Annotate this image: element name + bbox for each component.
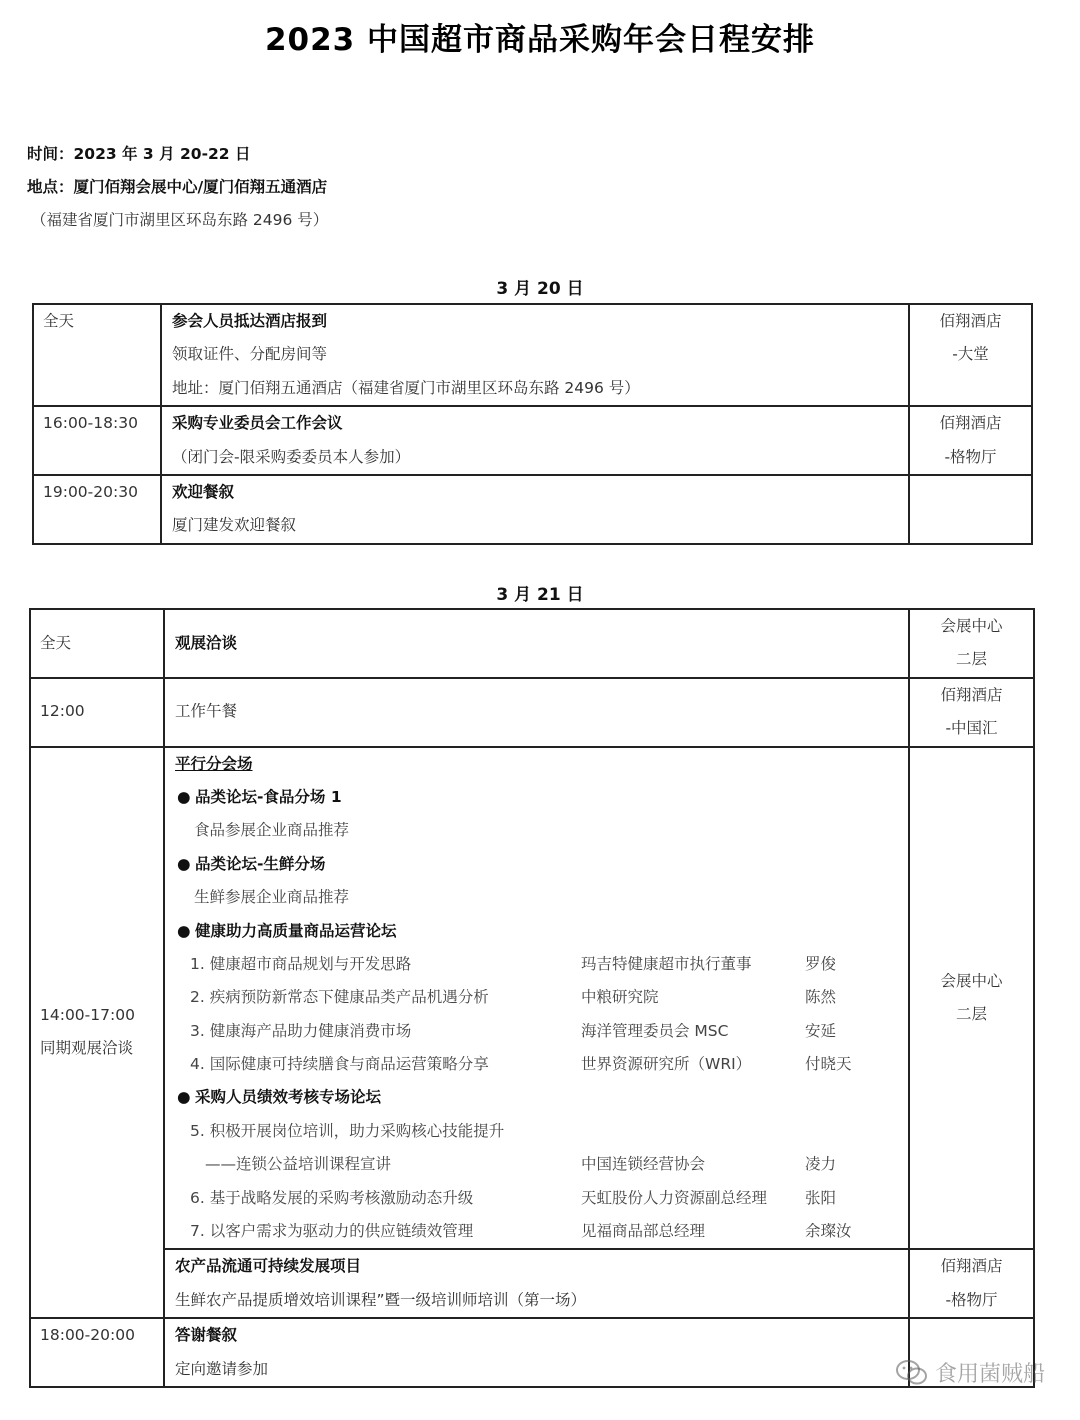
row-title: 参会人员抵达酒店报到 xyxy=(172,312,328,330)
row-time: 16:00-18:30 xyxy=(43,414,138,433)
forum-title: ● 健康助力高质量商品运营论坛 xyxy=(177,921,397,940)
row-place: -大堂 xyxy=(952,345,989,364)
table-row xyxy=(30,609,1034,678)
row-time-note: 同期观展洽谈 xyxy=(40,1039,134,1058)
row-time: 全天 xyxy=(43,312,75,330)
row-detail: 领取证件、分配房间等 xyxy=(172,345,328,364)
forum-title: ● 品类论坛-生鲜分场 xyxy=(177,854,326,873)
forum-desc: 生鲜参展企业商品推荐 xyxy=(194,888,350,907)
row-place: 会展中心 xyxy=(940,971,1003,990)
row-detail: 生鲜农产品提质增效培训课程”暨一级培训师培训（第一场） xyxy=(175,1290,587,1309)
table-row xyxy=(33,406,1032,475)
forum-title: ● 采购人员绩效考核专场论坛 xyxy=(177,1088,382,1107)
row-place: 佰翔酒店 xyxy=(940,1257,1003,1276)
row-place: 佰翔酒店 xyxy=(940,685,1003,704)
row-time: 全天 xyxy=(40,633,72,652)
table-row xyxy=(33,475,1032,544)
talk-item: 3. 健康海产品助力健康消费市场 海洋管理委员会 MSC 安延 xyxy=(190,1021,837,1040)
row-detail: 定向邀请参加 xyxy=(175,1359,269,1378)
parallel-sessions-heading: 平行分会场 xyxy=(175,754,253,773)
event-address: （福建省厦门市湖里区环岛东路 2496 号） xyxy=(31,211,329,229)
table-row xyxy=(33,304,1032,406)
day1-heading: 3 月 20 日 xyxy=(496,279,584,299)
event-time: 时间：2023 年 3 月 20-22 日 xyxy=(27,145,251,163)
row-time: 12:00 xyxy=(40,702,85,721)
talk-item: 2. 疾病预防新常态下健康品类产品机遇分析 中粮研究院 陈然 xyxy=(190,988,837,1007)
talk-item: 7. 以客户需求为驱动力的供应链绩效管理 见福商品部总经理 余璨汝 xyxy=(190,1222,852,1241)
table-row xyxy=(30,747,1034,1250)
row-place: 二层 xyxy=(955,1004,987,1023)
event-venue: 地点：厦门佰翔会展中心/厦门佰翔五通酒店 xyxy=(27,178,328,196)
row-place: -格物厅 xyxy=(945,1290,998,1309)
day2-table xyxy=(29,608,1035,1388)
row-place: 佰翔酒店 xyxy=(939,414,1002,433)
row-time: 18:00-20:00 xyxy=(40,1326,135,1345)
page-title: 2023 中国超市商品采购年会日程安排 xyxy=(264,22,816,58)
row-detail: （闭门会-限采购委委员本人参加） xyxy=(172,447,411,466)
day2-heading: 3 月 21 日 xyxy=(496,585,584,605)
row-place: -中国汇 xyxy=(945,719,998,738)
row-title: 农产品流通可持续发展项目 xyxy=(175,1257,362,1276)
row-place: 佰翔酒店 xyxy=(939,312,1002,330)
row-place: -格物厅 xyxy=(944,447,997,466)
talk-item: ——连锁公益培训课程宣讲 中国连锁经营协会 凌力 xyxy=(205,1155,837,1174)
talk-item: 6. 基于战略发展的采购考核激励动态升级 天虹股份人力资源副总经理 张阳 xyxy=(190,1188,837,1207)
table-row xyxy=(30,678,1034,747)
talk-item: 1. 健康超市商品规划与开发思路 玛吉特健康超市执行董事 罗俊 xyxy=(190,954,837,973)
watermark-text: 食用菌贼船 xyxy=(934,1362,1045,1387)
row-title: 答谢餐叙 xyxy=(175,1326,238,1345)
day1-table xyxy=(32,303,1033,545)
row-time: 19:00-20:30 xyxy=(43,482,138,501)
table-row xyxy=(30,1249,1034,1318)
row-title: 欢迎餐叙 xyxy=(172,482,235,501)
watermark xyxy=(895,1357,1045,1388)
row-place: 会展中心 xyxy=(940,617,1003,635)
row-time: 14:00-17:00 xyxy=(40,1005,135,1024)
table-row xyxy=(30,1318,1034,1387)
forum-desc: 食品参展企业商品推荐 xyxy=(194,821,350,840)
row-detail: 厦门建发欢迎餐叙 xyxy=(172,516,297,535)
row-place: 二层 xyxy=(955,650,987,669)
wechat-icon xyxy=(895,1359,929,1387)
forum-title: ● 品类论坛-食品分场 1 xyxy=(177,787,342,806)
row-title: 工作午餐 xyxy=(175,702,238,721)
row-title: 采购专业委员会工作会议 xyxy=(172,414,343,433)
talk-item: 4. 国际健康可持续膳食与商品运营策略分享 世界资源研究所（WRI） 付晓天 xyxy=(190,1055,852,1074)
row-detail: 地址：厦门佰翔五通酒店（福建省厦门市湖里区环岛东路 2496 号） xyxy=(172,378,640,397)
talk-item: 5. 积极开展岗位培训，助力采购核心技能提升 xyxy=(190,1121,505,1140)
row-title: 观展洽谈 xyxy=(175,633,238,652)
